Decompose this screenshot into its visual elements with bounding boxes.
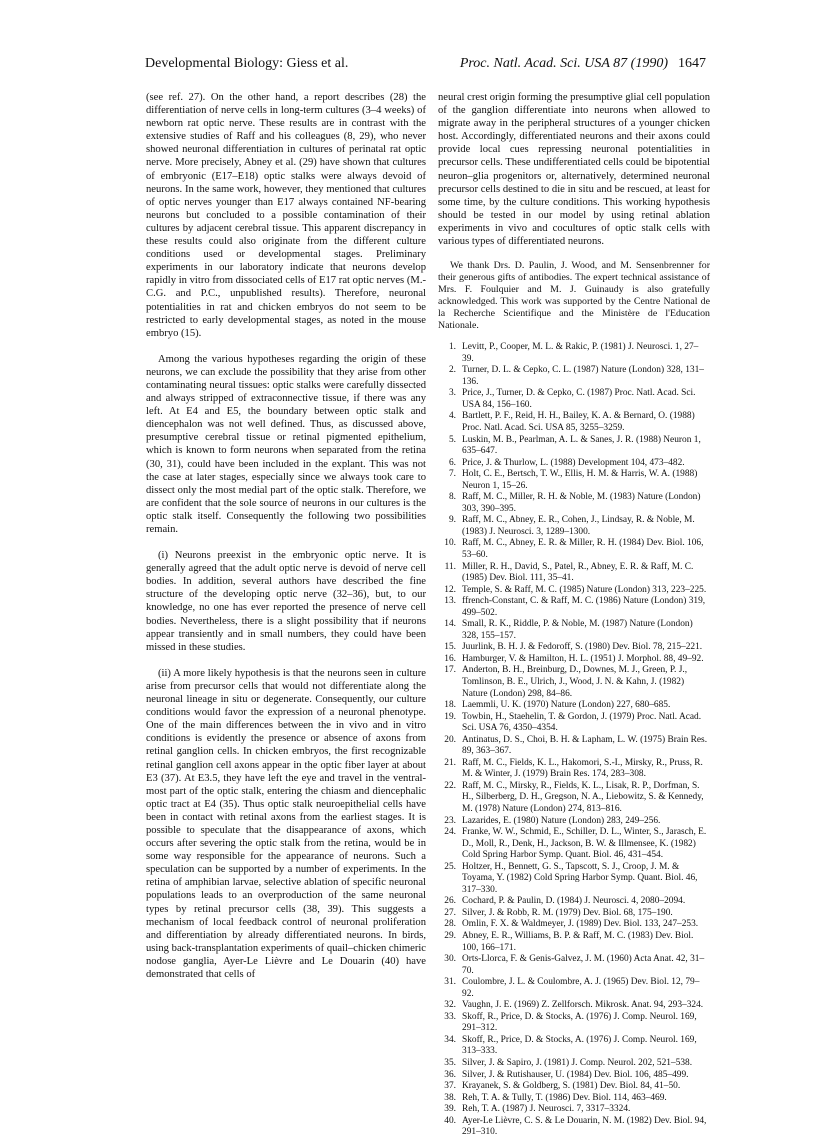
running-head-left: Developmental Biology: Giess et al. (145, 56, 349, 71)
reference-text: Raff, M. C., Abney, E. R. & Miller, R. H. (1984) Dev. Biol. 106, 53–60. (462, 538, 704, 560)
reference-item (438, 365, 710, 388)
reference-text: Price, J., Turner, D. & Cepko, C. (1987) Proc. Natl. Acad. Sci. USA 84, 156–160. (462, 388, 696, 410)
body-paragraph: (ii) A more likely hypothesis is that the neurons seen in culture arise from precursor cells that would not differentiate along the neuronal lineage in situ or degenerate. Consequently, our culture conditions would favor the expression of a neuronal phenotype. One of the main differences between the in vivo and in vitro conditions is evidently the presence or absence of axons from retinal ganglion cells. In chicken embryos, the first recognizable retinal ganglion cell axons appear in the optic fiber layer at about E3 (37). At E3.5, they have left the eye and travel in the ventral-most part of the optic stalk, entering the chiasm and diencephalic optic tract at E4 (35). Thus optic stalk neuroepithelial cells have been in contact with retinal axons from the earliest stages. It is possible to speculate that the disappearance of axons, which occurs after severing the optic stalk from the retina, would be in some way responsible for the appearance of neurons. Such a speculation can be supported by a number of experiments. In the retina of amphibian larvae, selective ablation of specific neuronal populations leads to an overproduction of the same neuronal types by retinal precursor cells (38, 39). This suggests a mechanism of local feedback control of neuronal proliferation and differentiation by already differentiated neurons. In birds, using back-transplantation experiments of quail–chicken chimeric nodose ganglia, Ayer-Le Lièvre and Le Douarin (40) have demonstrated that cells of (146, 667, 426, 980)
reference-number: 21. (444, 757, 456, 768)
reference-item (438, 1058, 710, 1070)
reference-text: Cochard, P. & Paulin, D. (1984) J. Neurosci. 4, 2080–2094. (462, 896, 686, 907)
reference-item (438, 469, 710, 492)
reference-text: Raff, M. C., Miller, R. H. & Noble, M. (1983) Nature (London) 303, 390–395. (462, 492, 701, 514)
reference-number: 5. (448, 434, 456, 445)
reference-item (438, 596, 710, 619)
reference-item (438, 977, 710, 1000)
reference-text: Antinatus, D. S., Choi, B. H. & Lapham, L. W. (1975) Brain Res. 89, 363–367. (462, 734, 708, 757)
right-column (438, 91, 710, 1148)
reference-number: 38. (444, 1092, 456, 1103)
reference-text: Anderton, B. H., Breinburg, D., Downes, M. J., Green, P. J., Tomlinson, B. E., Ulrich, J., Wood, J. N. & Kahn, J. (1982) Nature (London) 298, 84–86. (462, 665, 688, 699)
reference-item (438, 735, 710, 758)
reference-text: Franke, W. W., Schmid, E., Schiller, D. L., Winter, S., Jarasch, E. D., Moll, R., Denk, H., Jackson, B. W. & Illmensee, K. (1982) Cold Spring Harbor Symp. Quant. Biol. 46, 431–454. (462, 827, 707, 861)
reference-text: Skoff, R., Price, D. & Stocks, A. (1976) J. Comp. Neurol. 169, 291–312. (462, 1011, 697, 1034)
reference-text: Coulombre, J. L. & Coulombre, A. J. (1965) Dev. Biol. 12, 79–92. (462, 977, 700, 999)
reference-number: 17. (444, 665, 456, 676)
reference-item (438, 654, 710, 666)
reference-item (438, 758, 710, 781)
reference-number: 12. (444, 584, 456, 595)
reference-item (438, 908, 710, 920)
reference-number: 40. (444, 1115, 456, 1126)
reference-number: 9. (448, 515, 456, 526)
body-paragraph: (see ref. 27). On the other hand, a report describes (28) the differentiation of nerve cells in long-term cultures (3–4 weeks) of newborn rat optic nerve. These results are in contrast with the extensive studies of Raff and his colleagues (8, 29), who never showed neuronal differentiation in cultures of perinatal rat optic nerve. More precisely, Abney et al. (29) have shown that cultures of embryonic (E17–E18) optic stalks were always devoid of neurons. In the same work, however, they mentioned that cultures of optic nerves younger than E17 always contained NF-bearing neurons but concluded to a possible contamination of their cultures by adjacent cerebral tissue. This apparent discrepancy in these results could also originate from the different culture conditions used or developmental stages. Preliminary experiments in our laboratory indicate that neurons develop rapidly in vitro from dissociated cells of E17 rat optic nerves (M.-C.G. and P.C., unpublished results). Therefore, neuronal potentialities in rat and chicken embryos do not seem to be restricted to early developmental stages, as noted in the mouse embryo (15). (146, 92, 426, 339)
reference-item (438, 619, 710, 642)
reference-number: 6. (448, 457, 456, 468)
body-paragraph: Among the various hypotheses regarding the origin of these neurons, we can exclude the possibility that they arise from other contaminating neural tissues: optic stalks were carefully dissected and always stripped of extraconnective tissue, if there was any left. At E4 and E5, the boundary between optic stalk and diencephalon was not well defined. Thus, as discussed above, presumptive cerebral tissue or retinal pigmented epithelium, which is known to form neurons when separated from the retina (30, 31), could have been included in the explant. This was not the case at later stages, especially since we always took care to dissect only the most medial part of the optic stalk. Therefore, we are confident that the sole source of neurons in our cultures is the optic stalk itself. Consequently the following two possibilities remain. (146, 353, 426, 535)
reference-text: Holtzer, H., Bennett, G. S., Tapscott, S. J., Croop, J. M. & Toyama, Y. (1982) Cold Spring Harbor Symp. Quant. Biol. 46, 317–330. (462, 861, 698, 895)
reference-text: Lazarides, E. (1980) Nature (London) 283, 249–256. (462, 815, 661, 826)
reference-text: Levitt, P., Cooper, M. L. & Rakic, P. (1981) J. Neurosci. 1, 27–39. (462, 342, 699, 364)
reference-item (438, 896, 710, 908)
reference-number: 36. (444, 1069, 456, 1080)
reference-text: Juurlink, B. H. J. & Fedoroff, S. (1980) Dev. Biol. 78, 215–221. (462, 642, 703, 653)
reference-text: Miller, R. H., David, S., Patel, R., Abney, E. R. & Raff, M. C. (1985) Dev. Biol. 111, 35–41. (462, 561, 694, 584)
reference-number: 33. (444, 1011, 456, 1022)
reference-number: 26. (444, 896, 456, 907)
reference-number: 8. (448, 492, 456, 503)
reference-text: Luskin, M. B., Pearlman, A. L. & Sanes, J. R. (1988) Neuron 1, 635–647. (462, 434, 701, 457)
reference-item (438, 862, 710, 897)
reference-number: 23. (444, 815, 456, 826)
left-column (146, 91, 426, 981)
reference-number: 25. (444, 861, 456, 872)
body-paragraph: (i) Neurons preexist in the embryonic optic nerve. It is generally agreed that the adult optic nerve is devoid of nerve cell bodies. In addition, several authors have described the fine structure of the developing optic nerve (32–36), but, to our knowledge, no one has ever reported the presence of nerve cell bodies. Nevertheless, there is a slight possibility that if neurons appear transiently and in small numbers, they could have been missed in these studies. (146, 550, 426, 653)
reference-item (438, 1035, 710, 1058)
reference-number: 2. (448, 365, 456, 376)
reference-number: 4. (448, 411, 456, 422)
reference-text: Abney, E. R., Williams, B. P. & Raff, M. C. (1983) Dev. Biol. 100, 166–171. (462, 931, 694, 953)
reference-item (438, 700, 710, 712)
reference-item (438, 919, 710, 931)
reference-number: 32. (444, 1000, 456, 1011)
reference-number: 20. (444, 734, 456, 745)
reference-text: Price, J. & Thurlow, L. (1988) Development 104, 473–482. (462, 457, 685, 468)
reference-number: 7. (448, 469, 456, 480)
reference-text: Krayanek, S. & Goldberg, S. (1981) Dev. Biol. 84, 41–50. (462, 1081, 681, 1092)
reference-item (438, 816, 710, 828)
reference-text: Skoff, R., Price, D. & Stocks, A. (1976) J. Comp. Neurol. 169, 313–333. (462, 1034, 697, 1057)
reference-text: Silver, J. & Sapiro, J. (1981) J. Comp. Neurol. 202, 521–538. (462, 1058, 693, 1069)
running-head-right (460, 56, 706, 72)
reference-text: Vaughn, J. E. (1969) Z. Zellforsch. Mikrosk. Anat. 94, 293–324. (462, 1000, 704, 1011)
reference-number: 15. (444, 642, 456, 653)
reference-number: 29. (444, 931, 456, 942)
reference-item (438, 781, 710, 816)
reference-item (438, 665, 710, 700)
reference-item (438, 712, 710, 735)
reference-number: 1. (448, 342, 456, 353)
reference-item (438, 492, 710, 515)
reference-item (438, 342, 710, 365)
reference-text: Reh, T. A. & Tully, T. (1986) Dev. Biol. 114, 463–469. (462, 1092, 667, 1103)
reference-item (438, 435, 710, 458)
reference-item (438, 954, 710, 977)
reference-item (438, 562, 710, 585)
reference-item (438, 1000, 710, 1012)
reference-number: 24. (444, 827, 456, 838)
reference-item (438, 1093, 710, 1105)
reference-text: Omlin, F. X. & Waldmeyer, J. (1989) Dev. Biol. 133, 247–253. (462, 919, 699, 930)
reference-item (438, 411, 710, 434)
reference-item (438, 1116, 710, 1139)
reference-text: Raff, M. C., Fields, K. L., Hakomori, S.-I., Mirsky, R., Pruss, R. M. & Winter, J. (1979) Brain Res. 174, 283–308. (462, 757, 703, 780)
reference-number: 10. (444, 538, 456, 549)
reference-text: Silver, J. & Rutishauser, U. (1984) Dev. Biol. 106, 485–499. (462, 1069, 689, 1080)
body-paragraph: neural crest origin forming the presumptive glial cell population of the ganglion differentiate into neurons when allowed to migrate away in the peripheral structures of a younger chicken host. Accordingly, differentiated neurons and their axons could provide local cues repressing neuronal potentialities in precursor cells. These undifferentiated cells could be bipotential neuron–glia progenitors or, alternatively, determined neuronal precursor cells destined to die in situ and be rescued, at least for some time, by the culture conditions. This working hypothesis should be tested in our model by using retinal ablation experiments in vivo and cocultures of optic stalk cells with various types of differentiated neurons. (438, 92, 710, 248)
reference-text: ffrench-Constant, C. & Raff, M. C. (1986) Nature (London) 319, 499–502. (462, 596, 706, 618)
reference-item (438, 1104, 710, 1116)
reference-number: 14. (444, 619, 456, 630)
reference-list (438, 342, 710, 1139)
reference-number: 11. (444, 561, 456, 572)
reference-item (438, 827, 710, 862)
reference-item (438, 1012, 710, 1035)
reference-item (438, 388, 710, 411)
reference-item (438, 1070, 710, 1082)
reference-number: 28. (444, 919, 456, 930)
reference-item (438, 458, 710, 470)
reference-item (438, 585, 710, 597)
reference-text: Towbin, H., Staehelin, T. & Gordon, J. (1979) Proc. Natl. Acad. Sci. USA 76, 4350–4354. (462, 711, 702, 734)
reference-number: 13. (444, 596, 456, 607)
acknowledgment: We thank Drs. D. Paulin, J. Wood, and M. Sensenbrenner for their generous gifts of antibodies. The expert technical assistance of Mrs. F. Foulquier and M. J. Guinaudy is also gratefully acknowledged. This work was supported by the Centre National de la Recherche Scientifique and the Ministère de l'Education Nationale. (438, 260, 710, 332)
reference-number: 18. (444, 700, 456, 711)
reference-item (438, 538, 710, 561)
reference-number: 22. (444, 780, 456, 791)
reference-number: 35. (444, 1058, 456, 1069)
reference-text: Small, R. K., Riddle, P. & Noble, M. (1987) Nature (London) 328, 155–157. (462, 619, 693, 641)
reference-text: Orts-Llorca, F. & Genis-Galvez, J. M. (1960) Acta Anat. 42, 31–70. (462, 954, 705, 976)
reference-text: Holt, C. E., Bertsch, T. W., Ellis, H. M. & Harris, W. A. (1988) Neuron 1, 15–26. (462, 469, 698, 491)
reference-text: Raff, M. C., Abney, E. R., Cohen, J., Lindsay, R. & Noble, M. (1983) J. Neurosci. 3, 1289–1300. (462, 515, 695, 537)
reference-item (438, 515, 710, 538)
reference-item (438, 642, 710, 654)
reference-number: 31. (444, 977, 456, 988)
reference-text: Raff, M. C., Mirsky, R., Fields, K. L., Lisak, R. P., Dorfman, S. H., Silberberg, D. H., Gregson, N. A., Liebowitz, S. & Kennedy, M. (1978) Nature (London) 274, 813–816. (462, 780, 704, 814)
reference-text: Ayer-Le Lièvre, C. S. & Le Douarin, N. M. (1982) Dev. Biol. 94, 291–310. (462, 1115, 707, 1138)
reference-number: 39. (444, 1104, 456, 1115)
journal-citation: Proc. Natl. Acad. Sci. USA 87 (1990) (459, 56, 668, 71)
reference-text: Turner, D. L. & Cepko, C. L. (1987) Nature (London) 328, 131–136. (462, 365, 704, 387)
reference-number: 30. (444, 954, 456, 965)
reference-number: 19. (444, 711, 456, 722)
reference-item (438, 1081, 710, 1093)
reference-number: 16. (444, 653, 456, 664)
reference-text: Silver, J. & Robb, R. M. (1979) Dev. Biol. 68, 175–190. (462, 907, 673, 918)
reference-number: 37. (444, 1081, 456, 1092)
reference-text: Reh, T. A. (1987) J. Neurosci. 7, 3317–3324. (462, 1104, 631, 1115)
reference-number: 27. (444, 907, 456, 918)
page-header (145, 56, 706, 74)
reference-text: Hamburger, V. & Hamilton, H. L. (1951) J. Morphol. 88, 49–92. (462, 653, 704, 664)
reference-text: Laemmli, U. K. (1970) Nature (London) 227, 680–685. (462, 700, 671, 711)
reference-item (438, 931, 710, 954)
reference-number: 3. (448, 388, 456, 399)
reference-number: 34. (444, 1034, 456, 1045)
reference-text: Temple, S. & Raff, M. C. (1985) Nature (London) 313, 223–225. (462, 584, 707, 595)
reference-text: Bartlett, P. F., Reid, H. H., Bailey, K. A. & Bernard, O. (1988) Proc. Natl. Acad. Sci. USA 85, 3255–3259. (462, 411, 695, 433)
page-number: 1647 (678, 56, 706, 71)
